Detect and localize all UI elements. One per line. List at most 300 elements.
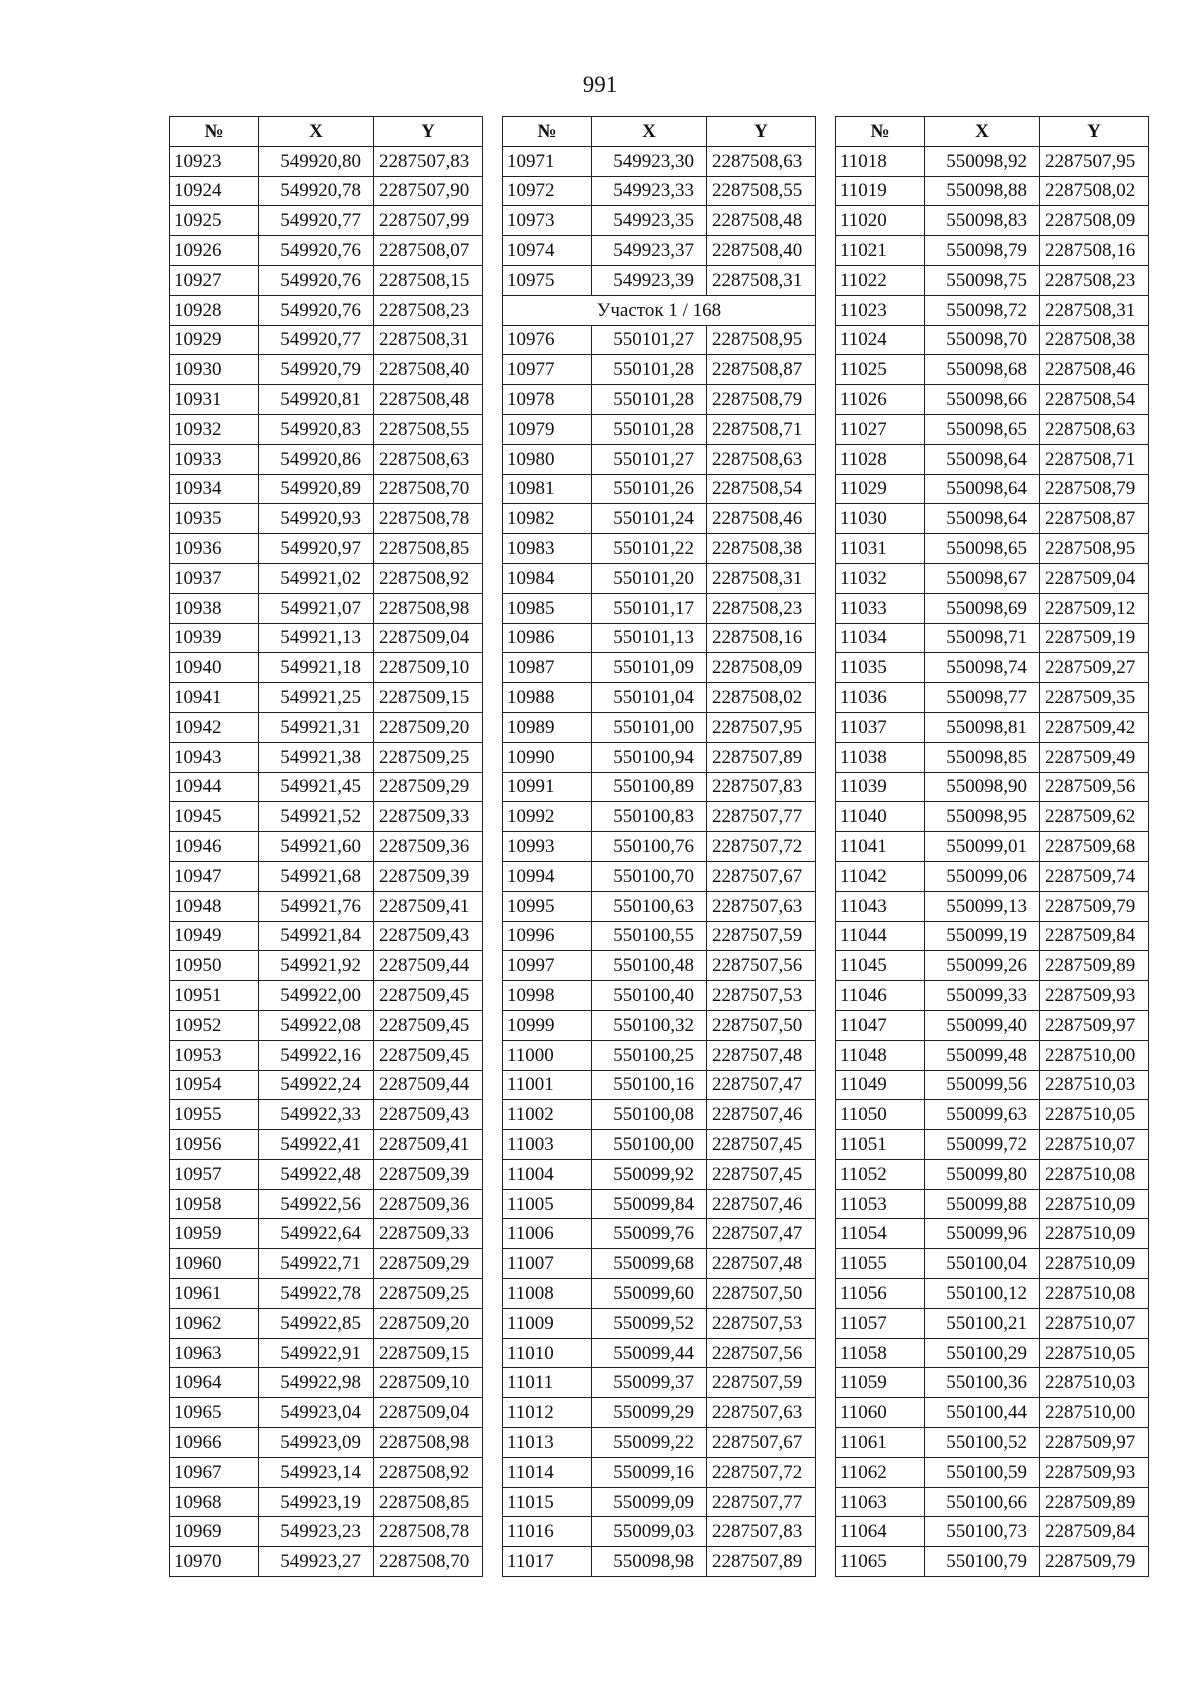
table-row xyxy=(836,1428,1149,1458)
point-number-cell: 10948 xyxy=(170,891,259,921)
x-coordinate-cell: 550099,01 xyxy=(925,832,1040,862)
point-number-cell: 11060 xyxy=(836,1398,925,1428)
table-row xyxy=(503,802,816,832)
y-coordinate-cell: 2287508,63 xyxy=(1040,414,1149,444)
y-coordinate-cell: 2287508,79 xyxy=(1040,474,1149,504)
point-number-cell: 10952 xyxy=(170,1010,259,1040)
y-coordinate-cell: 2287508,02 xyxy=(707,683,816,713)
x-coordinate-cell: 550098,69 xyxy=(925,593,1040,623)
y-coordinate-cell: 2287508,54 xyxy=(707,474,816,504)
x-coordinate-cell: 550101,04 xyxy=(592,683,707,713)
point-number-cell: 11062 xyxy=(836,1457,925,1487)
x-coordinate-cell: 550100,52 xyxy=(925,1428,1040,1458)
y-coordinate-cell: 2287507,48 xyxy=(707,1040,816,1070)
y-coordinate-cell: 2287510,00 xyxy=(1040,1398,1149,1428)
point-number-cell: 10953 xyxy=(170,1040,259,1070)
table-row xyxy=(503,474,816,504)
y-coordinate-cell: 2287509,42 xyxy=(1040,712,1149,742)
x-coordinate-cell: 550100,00 xyxy=(592,1130,707,1160)
x-coordinate-cell: 550100,83 xyxy=(592,802,707,832)
y-coordinate-cell: 2287509,68 xyxy=(1040,832,1149,862)
point-number-cell: 10979 xyxy=(503,414,592,444)
section-title: Участок 1 / 168 xyxy=(503,295,816,325)
table-row xyxy=(170,385,483,415)
point-number-cell: 10936 xyxy=(170,534,259,564)
x-coordinate-cell: 550099,40 xyxy=(925,1010,1040,1040)
point-number-cell: 11058 xyxy=(836,1338,925,1368)
y-coordinate-cell: 2287510,07 xyxy=(1040,1308,1149,1338)
y-coordinate-cell: 2287507,95 xyxy=(1040,146,1149,176)
table-row xyxy=(503,921,816,951)
table-row xyxy=(503,1189,816,1219)
y-coordinate-cell: 2287508,31 xyxy=(707,563,816,593)
x-coordinate-cell: 550101,09 xyxy=(592,653,707,683)
y-coordinate-cell: 2287507,46 xyxy=(707,1189,816,1219)
y-coordinate-cell: 2287508,55 xyxy=(374,414,483,444)
y-coordinate-cell: 2287508,38 xyxy=(1040,325,1149,355)
x-coordinate-cell: 550100,59 xyxy=(925,1457,1040,1487)
point-number-cell: 10945 xyxy=(170,802,259,832)
y-coordinate-cell: 2287510,03 xyxy=(1040,1368,1149,1398)
point-number-cell: 10962 xyxy=(170,1308,259,1338)
point-number-cell: 11050 xyxy=(836,1100,925,1130)
x-coordinate-cell: 550099,09 xyxy=(592,1487,707,1517)
point-number-cell: 11056 xyxy=(836,1279,925,1309)
table-row xyxy=(836,176,1149,206)
point-number-cell: 11029 xyxy=(836,474,925,504)
point-number-cell: 11044 xyxy=(836,921,925,951)
y-coordinate-cell: 2287509,33 xyxy=(374,1219,483,1249)
x-coordinate-cell: 550101,00 xyxy=(592,712,707,742)
table-row xyxy=(503,176,816,206)
point-number-cell: 11010 xyxy=(503,1338,592,1368)
x-coordinate-cell: 550098,79 xyxy=(925,236,1040,266)
x-coordinate-cell: 550100,36 xyxy=(925,1368,1040,1398)
point-number-cell: 11006 xyxy=(503,1219,592,1249)
point-number-cell: 10963 xyxy=(170,1338,259,1368)
x-coordinate-cell: 549922,78 xyxy=(259,1279,374,1309)
y-coordinate-cell: 2287508,85 xyxy=(374,534,483,564)
x-coordinate-cell: 550098,98 xyxy=(592,1547,707,1577)
y-coordinate-cell: 2287509,19 xyxy=(1040,623,1149,653)
x-coordinate-cell: 550100,21 xyxy=(925,1308,1040,1338)
table-row xyxy=(503,712,816,742)
x-coordinate-cell: 550099,92 xyxy=(592,1159,707,1189)
y-coordinate-cell: 2287508,92 xyxy=(374,563,483,593)
y-coordinate-cell: 2287509,15 xyxy=(374,683,483,713)
point-number-cell: 11025 xyxy=(836,355,925,385)
point-number-cell: 11047 xyxy=(836,1010,925,1040)
y-coordinate-cell: 2287508,63 xyxy=(707,146,816,176)
point-number-cell: 11026 xyxy=(836,385,925,415)
table-row xyxy=(503,981,816,1011)
y-coordinate-cell: 2287509,44 xyxy=(374,951,483,981)
table-row xyxy=(503,1338,816,1368)
point-number-cell: 10970 xyxy=(170,1547,259,1577)
x-coordinate-cell: 550099,72 xyxy=(925,1130,1040,1160)
table-row xyxy=(170,1487,483,1517)
point-number-cell: 10985 xyxy=(503,593,592,623)
table-row xyxy=(170,891,483,921)
y-coordinate-cell: 2287508,98 xyxy=(374,1428,483,1458)
table-row xyxy=(836,623,1149,653)
x-coordinate-cell: 549920,80 xyxy=(259,146,374,176)
table-row xyxy=(170,1368,483,1398)
x-coordinate-cell: 550100,32 xyxy=(592,1010,707,1040)
y-coordinate-cell: 2287508,71 xyxy=(707,414,816,444)
x-coordinate-cell: 550101,17 xyxy=(592,593,707,623)
x-coordinate-cell: 549921,84 xyxy=(259,921,374,951)
point-number-cell: 11022 xyxy=(836,265,925,295)
x-coordinate-cell: 549920,89 xyxy=(259,474,374,504)
table-row xyxy=(836,712,1149,742)
point-number-cell: 11013 xyxy=(503,1428,592,1458)
point-number-cell: 10949 xyxy=(170,921,259,951)
point-number-cell: 11061 xyxy=(836,1428,925,1458)
x-coordinate-cell: 550101,26 xyxy=(592,474,707,504)
table-row xyxy=(836,474,1149,504)
x-coordinate-cell: 550099,60 xyxy=(592,1279,707,1309)
table-row xyxy=(170,951,483,981)
y-coordinate-cell: 2287508,23 xyxy=(707,593,816,623)
y-coordinate-cell: 2287507,63 xyxy=(707,891,816,921)
x-coordinate-cell: 550099,68 xyxy=(592,1249,707,1279)
x-coordinate-cell: 549922,56 xyxy=(259,1189,374,1219)
x-coordinate-cell: 549922,41 xyxy=(259,1130,374,1160)
y-coordinate-cell: 2287509,12 xyxy=(1040,593,1149,623)
point-number-cell: 10980 xyxy=(503,444,592,474)
table-row xyxy=(836,593,1149,623)
table-row xyxy=(503,861,816,891)
point-number-cell: 10950 xyxy=(170,951,259,981)
y-coordinate-cell: 2287509,15 xyxy=(374,1338,483,1368)
table-row xyxy=(836,236,1149,266)
point-number-cell: 10976 xyxy=(503,325,592,355)
x-coordinate-cell: 550100,55 xyxy=(592,921,707,951)
point-number-cell: 11045 xyxy=(836,951,925,981)
x-coordinate-cell: 550100,25 xyxy=(592,1040,707,1070)
table-row xyxy=(170,355,483,385)
table-row xyxy=(836,951,1149,981)
x-coordinate-cell: 550098,70 xyxy=(925,325,1040,355)
y-coordinate-cell: 2287509,39 xyxy=(374,1159,483,1189)
x-coordinate-cell: 549920,76 xyxy=(259,236,374,266)
table-row xyxy=(503,1457,816,1487)
table-row xyxy=(170,1100,483,1130)
x-coordinate-cell: 550100,16 xyxy=(592,1070,707,1100)
y-coordinate-cell: 2287508,31 xyxy=(707,265,816,295)
y-coordinate-cell: 2287508,87 xyxy=(1040,504,1149,534)
y-coordinate-cell: 2287508,48 xyxy=(374,385,483,415)
x-coordinate-cell: 550099,13 xyxy=(925,891,1040,921)
point-number-cell: 11035 xyxy=(836,653,925,683)
table-row xyxy=(503,1249,816,1279)
point-number-cell: 10944 xyxy=(170,772,259,802)
x-coordinate-cell: 549923,27 xyxy=(259,1547,374,1577)
column-header-x: X xyxy=(925,117,1040,147)
y-coordinate-cell: 2287509,89 xyxy=(1040,1487,1149,1517)
table-row xyxy=(170,832,483,862)
y-coordinate-cell: 2287509,43 xyxy=(374,1100,483,1130)
y-coordinate-cell: 2287508,46 xyxy=(707,504,816,534)
x-coordinate-cell: 550099,22 xyxy=(592,1428,707,1458)
point-number-cell: 11046 xyxy=(836,981,925,1011)
point-number-cell: 10983 xyxy=(503,534,592,564)
x-coordinate-cell: 549921,38 xyxy=(259,742,374,772)
table-row xyxy=(836,1219,1149,1249)
table-row xyxy=(836,742,1149,772)
point-number-cell: 10943 xyxy=(170,742,259,772)
section-row xyxy=(503,295,816,325)
y-coordinate-cell: 2287507,83 xyxy=(707,1517,816,1547)
x-coordinate-cell: 550098,92 xyxy=(925,146,1040,176)
table-row xyxy=(170,206,483,236)
table-row xyxy=(170,1338,483,1368)
y-coordinate-cell: 2287507,83 xyxy=(374,146,483,176)
table-row xyxy=(503,1159,816,1189)
point-number-cell: 11024 xyxy=(836,325,925,355)
table-row xyxy=(170,1428,483,1458)
x-coordinate-cell: 550098,64 xyxy=(925,504,1040,534)
x-coordinate-cell: 550099,76 xyxy=(592,1219,707,1249)
x-coordinate-cell: 549922,64 xyxy=(259,1219,374,1249)
table-row xyxy=(836,1279,1149,1309)
x-coordinate-cell: 549923,37 xyxy=(592,236,707,266)
table-row xyxy=(170,444,483,474)
point-number-cell: 10969 xyxy=(170,1517,259,1547)
table-row xyxy=(836,891,1149,921)
table-row xyxy=(170,921,483,951)
y-coordinate-cell: 2287507,90 xyxy=(374,176,483,206)
y-coordinate-cell: 2287508,95 xyxy=(1040,534,1149,564)
table-row xyxy=(503,414,816,444)
y-coordinate-cell: 2287507,47 xyxy=(707,1219,816,1249)
point-number-cell: 10925 xyxy=(170,206,259,236)
y-coordinate-cell: 2287508,09 xyxy=(1040,206,1149,236)
point-number-cell: 10955 xyxy=(170,1100,259,1130)
x-coordinate-cell: 550101,27 xyxy=(592,325,707,355)
x-coordinate-cell: 550101,28 xyxy=(592,385,707,415)
y-coordinate-cell: 2287510,08 xyxy=(1040,1159,1149,1189)
coordinates-table-3 xyxy=(835,116,1149,1577)
point-number-cell: 10960 xyxy=(170,1249,259,1279)
table-header-row xyxy=(503,117,816,147)
x-coordinate-cell: 550098,65 xyxy=(925,414,1040,444)
table-row xyxy=(836,1100,1149,1130)
x-coordinate-cell: 549923,23 xyxy=(259,1517,374,1547)
x-coordinate-cell: 549923,09 xyxy=(259,1428,374,1458)
point-number-cell: 10947 xyxy=(170,861,259,891)
x-coordinate-cell: 549920,77 xyxy=(259,206,374,236)
table-row xyxy=(170,861,483,891)
y-coordinate-cell: 2287509,36 xyxy=(374,832,483,862)
table-row xyxy=(170,1070,483,1100)
x-coordinate-cell: 550098,71 xyxy=(925,623,1040,653)
table-row xyxy=(503,593,816,623)
table-row xyxy=(836,1159,1149,1189)
point-number-cell: 11012 xyxy=(503,1398,592,1428)
point-number-cell: 11048 xyxy=(836,1040,925,1070)
point-number-cell: 11020 xyxy=(836,206,925,236)
x-coordinate-cell: 550098,65 xyxy=(925,534,1040,564)
table-row xyxy=(170,1517,483,1547)
y-coordinate-cell: 2287509,27 xyxy=(1040,653,1149,683)
table-row xyxy=(503,1219,816,1249)
point-number-cell: 10999 xyxy=(503,1010,592,1040)
point-number-cell: 11042 xyxy=(836,861,925,891)
x-coordinate-cell: 550098,85 xyxy=(925,742,1040,772)
point-number-cell: 11018 xyxy=(836,146,925,176)
point-number-cell: 10954 xyxy=(170,1070,259,1100)
table-row xyxy=(836,1368,1149,1398)
y-coordinate-cell: 2287509,10 xyxy=(374,1368,483,1398)
point-number-cell: 10940 xyxy=(170,653,259,683)
x-coordinate-cell: 550099,84 xyxy=(592,1189,707,1219)
x-coordinate-cell: 550098,64 xyxy=(925,474,1040,504)
y-coordinate-cell: 2287509,04 xyxy=(1040,563,1149,593)
y-coordinate-cell: 2287510,09 xyxy=(1040,1219,1149,1249)
table-row xyxy=(836,861,1149,891)
point-number-cell: 11004 xyxy=(503,1159,592,1189)
point-number-cell: 10987 xyxy=(503,653,592,683)
y-coordinate-cell: 2287508,71 xyxy=(1040,444,1149,474)
x-coordinate-cell: 550099,29 xyxy=(592,1398,707,1428)
point-number-cell: 10939 xyxy=(170,623,259,653)
table-row xyxy=(170,414,483,444)
point-number-cell: 10956 xyxy=(170,1130,259,1160)
point-number-cell: 11002 xyxy=(503,1100,592,1130)
table-row xyxy=(836,1338,1149,1368)
point-number-cell: 10993 xyxy=(503,832,592,862)
x-coordinate-cell: 550100,63 xyxy=(592,891,707,921)
point-number-cell: 11028 xyxy=(836,444,925,474)
table-row xyxy=(170,623,483,653)
x-coordinate-cell: 549920,81 xyxy=(259,385,374,415)
table-row xyxy=(170,1308,483,1338)
x-coordinate-cell: 550099,26 xyxy=(925,951,1040,981)
table-row xyxy=(503,772,816,802)
x-coordinate-cell: 550099,16 xyxy=(592,1457,707,1487)
point-number-cell: 11034 xyxy=(836,623,925,653)
point-number-cell: 11038 xyxy=(836,742,925,772)
x-coordinate-cell: 550100,73 xyxy=(925,1517,1040,1547)
x-coordinate-cell: 550100,79 xyxy=(925,1547,1040,1577)
point-number-cell: 11000 xyxy=(503,1040,592,1070)
table-row xyxy=(503,1517,816,1547)
x-coordinate-cell: 550098,77 xyxy=(925,683,1040,713)
point-number-cell: 10941 xyxy=(170,683,259,713)
table-row xyxy=(836,295,1149,325)
x-coordinate-cell: 550099,48 xyxy=(925,1040,1040,1070)
point-number-cell: 10923 xyxy=(170,146,259,176)
y-coordinate-cell: 2287507,46 xyxy=(707,1100,816,1130)
y-coordinate-cell: 2287508,78 xyxy=(374,1517,483,1547)
point-number-cell: 10977 xyxy=(503,355,592,385)
y-coordinate-cell: 2287510,09 xyxy=(1040,1189,1149,1219)
table-row xyxy=(836,832,1149,862)
x-coordinate-cell: 550098,68 xyxy=(925,355,1040,385)
table-row xyxy=(503,563,816,593)
point-number-cell: 10964 xyxy=(170,1368,259,1398)
point-number-cell: 10946 xyxy=(170,832,259,862)
table-row xyxy=(836,1517,1149,1547)
y-coordinate-cell: 2287507,99 xyxy=(374,206,483,236)
y-coordinate-cell: 2287509,39 xyxy=(374,861,483,891)
y-coordinate-cell: 2287508,48 xyxy=(707,206,816,236)
y-coordinate-cell: 2287508,23 xyxy=(374,295,483,325)
point-number-cell: 10926 xyxy=(170,236,259,266)
x-coordinate-cell: 549922,33 xyxy=(259,1100,374,1130)
table-row xyxy=(503,534,816,564)
table-row xyxy=(503,265,816,295)
table-row xyxy=(170,265,483,295)
x-coordinate-cell: 550100,89 xyxy=(592,772,707,802)
x-coordinate-cell: 550098,75 xyxy=(925,265,1040,295)
y-coordinate-cell: 2287509,97 xyxy=(1040,1428,1149,1458)
y-coordinate-cell: 2287508,38 xyxy=(707,534,816,564)
table-row xyxy=(503,1368,816,1398)
point-number-cell: 10932 xyxy=(170,414,259,444)
point-number-cell: 11053 xyxy=(836,1189,925,1219)
x-coordinate-cell: 549923,35 xyxy=(592,206,707,236)
point-number-cell: 11027 xyxy=(836,414,925,444)
point-number-cell: 11059 xyxy=(836,1368,925,1398)
point-number-cell: 10928 xyxy=(170,295,259,325)
y-coordinate-cell: 2287508,79 xyxy=(707,385,816,415)
table-row xyxy=(170,981,483,1011)
x-coordinate-cell: 550099,44 xyxy=(592,1338,707,1368)
x-coordinate-cell: 550098,81 xyxy=(925,712,1040,742)
y-coordinate-cell: 2287507,59 xyxy=(707,1368,816,1398)
x-coordinate-cell: 550100,70 xyxy=(592,861,707,891)
y-coordinate-cell: 2287508,09 xyxy=(707,653,816,683)
x-coordinate-cell: 549923,33 xyxy=(592,176,707,206)
table-row xyxy=(170,1219,483,1249)
x-coordinate-cell: 550098,88 xyxy=(925,176,1040,206)
table-row xyxy=(503,1279,816,1309)
table-row xyxy=(836,146,1149,176)
point-number-cell: 10990 xyxy=(503,742,592,772)
table-row xyxy=(503,325,816,355)
x-coordinate-cell: 549923,14 xyxy=(259,1457,374,1487)
table-row xyxy=(503,236,816,266)
x-coordinate-cell: 550100,94 xyxy=(592,742,707,772)
x-coordinate-cell: 550100,66 xyxy=(925,1487,1040,1517)
x-coordinate-cell: 550101,27 xyxy=(592,444,707,474)
y-coordinate-cell: 2287507,59 xyxy=(707,921,816,951)
x-coordinate-cell: 550100,76 xyxy=(592,832,707,862)
x-coordinate-cell: 550098,74 xyxy=(925,653,1040,683)
y-coordinate-cell: 2287508,63 xyxy=(374,444,483,474)
x-coordinate-cell: 549922,00 xyxy=(259,981,374,1011)
table-row xyxy=(503,1100,816,1130)
y-coordinate-cell: 2287509,62 xyxy=(1040,802,1149,832)
table-row xyxy=(836,444,1149,474)
point-number-cell: 11041 xyxy=(836,832,925,862)
point-number-cell: 10978 xyxy=(503,385,592,415)
x-coordinate-cell: 550100,40 xyxy=(592,981,707,1011)
y-coordinate-cell: 2287508,98 xyxy=(374,593,483,623)
x-coordinate-cell: 550101,24 xyxy=(592,504,707,534)
point-number-cell: 11057 xyxy=(836,1308,925,1338)
point-number-cell: 11019 xyxy=(836,176,925,206)
point-number-cell: 11065 xyxy=(836,1547,925,1577)
y-coordinate-cell: 2287509,84 xyxy=(1040,1517,1149,1547)
y-coordinate-cell: 2287507,83 xyxy=(707,772,816,802)
x-coordinate-cell: 550100,08 xyxy=(592,1100,707,1130)
y-coordinate-cell: 2287508,78 xyxy=(374,504,483,534)
y-coordinate-cell: 2287507,89 xyxy=(707,1547,816,1577)
